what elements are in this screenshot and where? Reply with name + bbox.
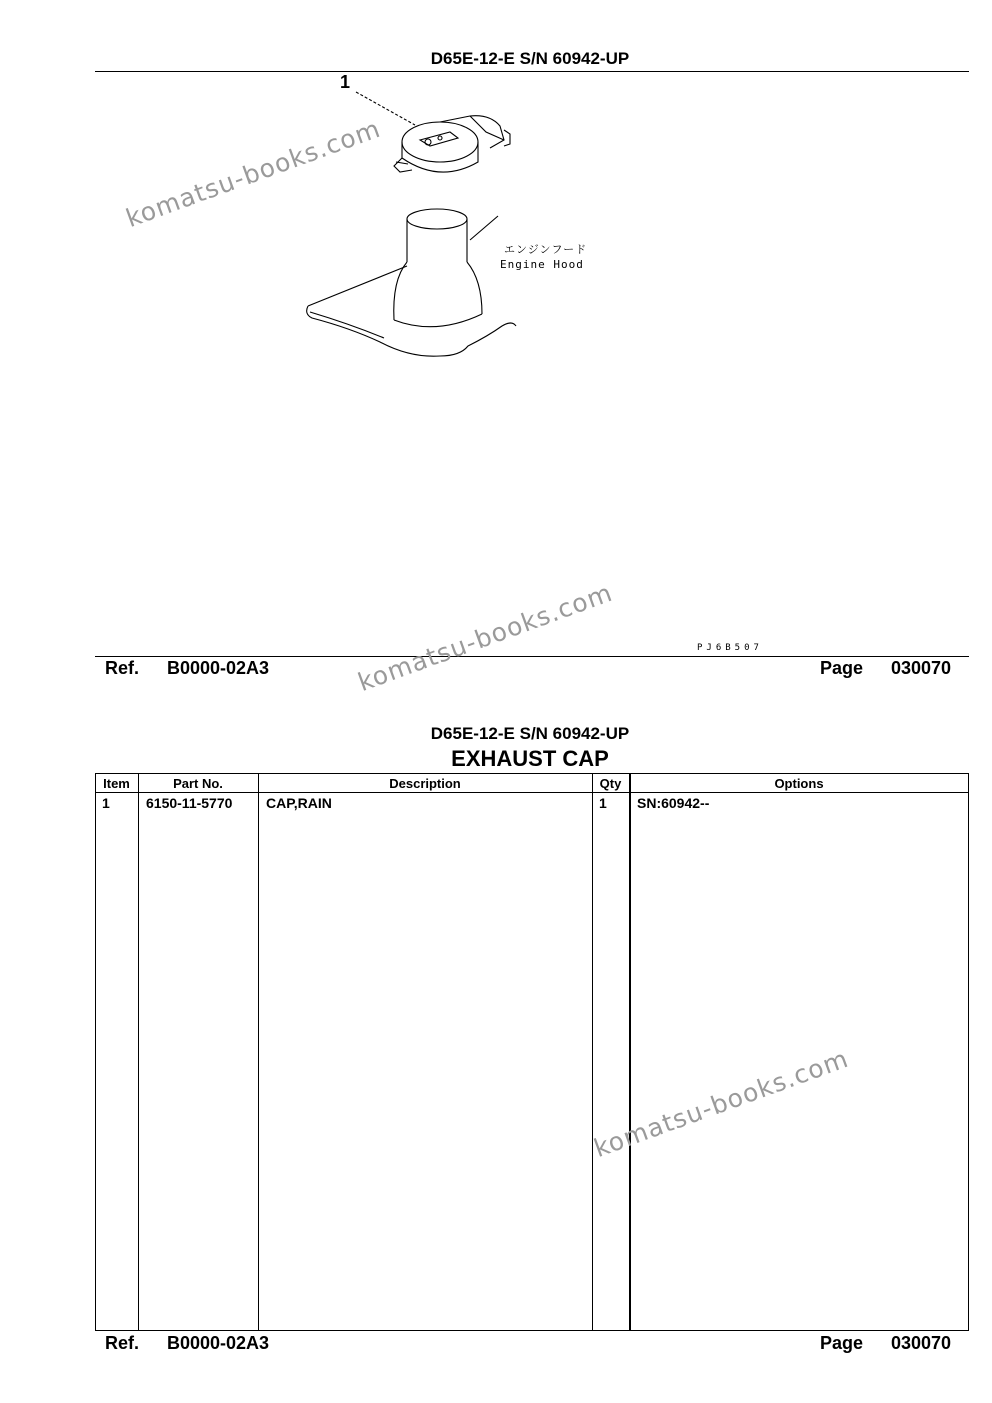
top-page-value: 030070	[891, 658, 952, 678]
column-header-item: Item	[103, 776, 130, 791]
top-header-title: D65E-12-E S/N 60942-UP	[430, 49, 630, 68]
bottom-page-value: 030070	[891, 1333, 952, 1353]
bottom-page-label: Page	[820, 1333, 864, 1353]
row-description: CAP,RAIN	[266, 795, 332, 811]
top-ref-value: B0000-02A3	[167, 658, 270, 678]
top-callout-number: 1	[340, 72, 351, 92]
bottom-ref-label: Ref.	[105, 1333, 140, 1353]
watermark-text: komatsu-books.com	[590, 1043, 853, 1163]
engine-hood-label-en: Engine Hood	[500, 258, 584, 271]
top-header-rule	[95, 71, 969, 72]
top-ref-label: Ref.	[105, 658, 140, 678]
bottom-header-title: D65E-12-E S/N 60942-UP	[430, 724, 630, 743]
row-qty: 1	[599, 795, 607, 811]
row-item: 1	[102, 795, 110, 811]
row-options: SN:60942--	[637, 795, 710, 811]
section-title: EXHAUST CAP	[451, 746, 609, 771]
row-part-no: 6150-11-5770	[146, 795, 233, 811]
top-page-label: Page	[820, 658, 864, 678]
top-footer-rule	[95, 656, 969, 657]
figure-code: PJ6B507	[697, 643, 763, 653]
exhaust-cap-illustration	[290, 80, 610, 380]
column-header-options: Options	[774, 776, 824, 791]
column-header-qty: Qty	[599, 776, 622, 791]
bottom-ref-value: B0000-02A3	[167, 1333, 270, 1353]
column-header-description: Description	[389, 776, 461, 791]
watermark-text: komatsu-books.com	[354, 577, 617, 697]
column-header-part-no: Part No.	[173, 776, 223, 791]
watermark-text: komatsu-books.com	[122, 113, 385, 233]
engine-hood-label-jp: エンジンフード	[504, 243, 588, 256]
